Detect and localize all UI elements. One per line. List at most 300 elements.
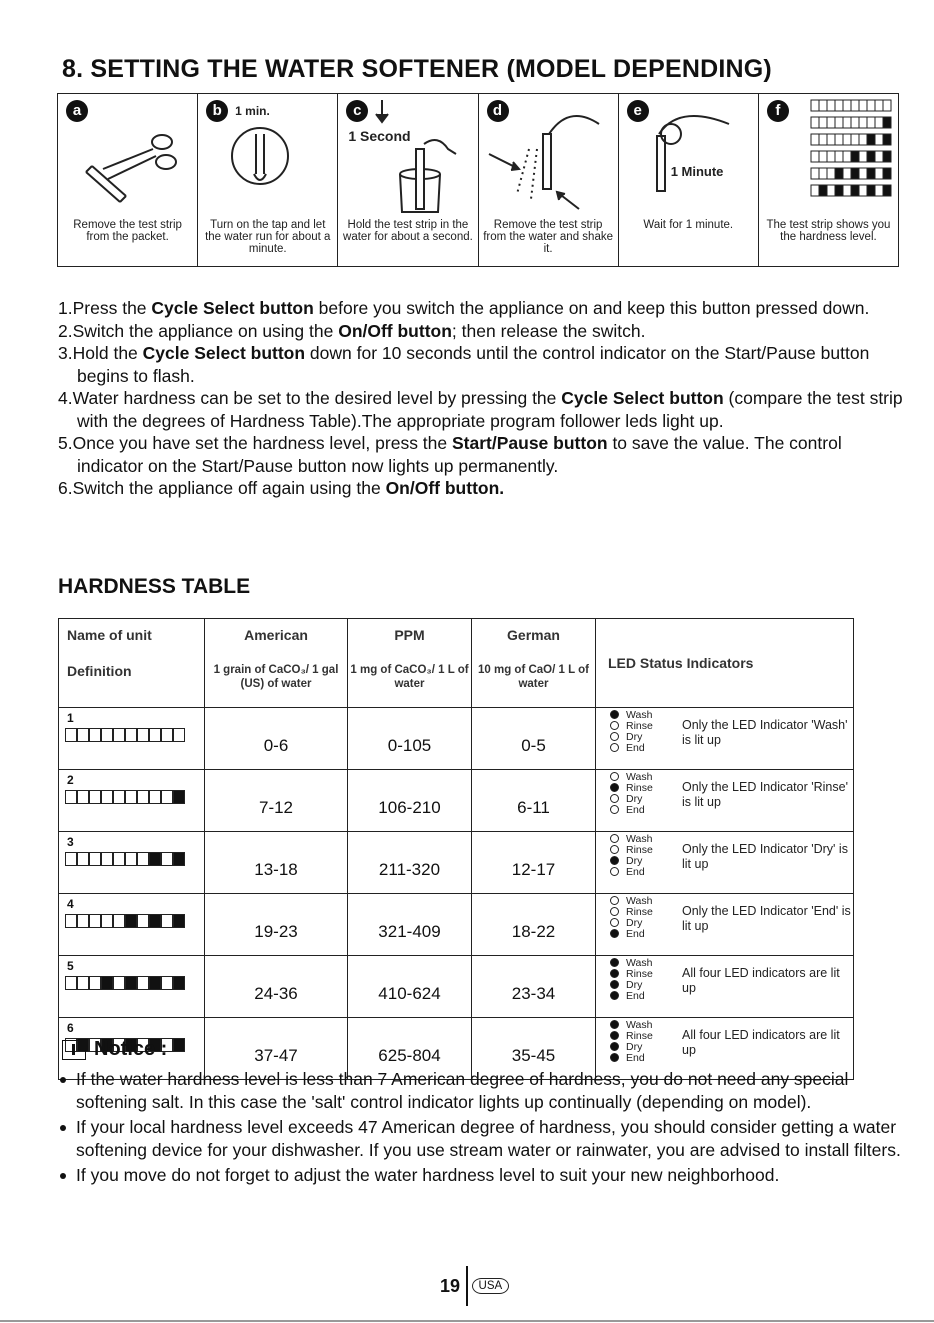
strip-segment (867, 185, 875, 196)
page-number: 19 (440, 1275, 461, 1296)
column-definition: 1 mg of CaCO₃/ 1 L of water (350, 664, 469, 690)
table-header-row (59, 619, 854, 708)
strip-segment (859, 185, 867, 196)
led-indicator (610, 709, 653, 720)
strip-segment (827, 151, 835, 162)
led-indicator (610, 793, 653, 804)
test-strip-icon (65, 790, 185, 804)
instruction-item (58, 342, 910, 387)
test-strip-icon (65, 852, 185, 866)
strip-segment (843, 151, 851, 162)
instruction-text: (compare the test strip with the degrees of Hardness Table).The appropriate program follower leds light up. (77, 388, 903, 431)
strip-segment (149, 976, 161, 990)
strip-segment (77, 728, 89, 742)
strip-segment (859, 100, 867, 111)
step-e (619, 94, 759, 266)
level-number: 5 (67, 959, 74, 973)
led-header: LED Status Indicators (596, 619, 854, 708)
led-dot-icon (610, 1031, 619, 1040)
instruction-item (58, 320, 910, 343)
led-indicator (610, 990, 653, 1001)
strip-segment (835, 117, 843, 128)
strip-segment (835, 134, 843, 145)
definition-label: Definition (67, 663, 132, 679)
instructions-list (58, 297, 910, 500)
led-dot-icon (610, 856, 619, 865)
strip-segment (65, 914, 77, 928)
strip-segment (89, 852, 101, 866)
level-cell (59, 894, 205, 956)
strip-segment (161, 914, 173, 928)
strip-segment (835, 168, 843, 179)
strip-segment (867, 134, 875, 145)
german-value: 0-5 (472, 708, 596, 770)
strip-segment (77, 852, 89, 866)
led-dot-icon (610, 1020, 619, 1029)
instruction-number: 4. (58, 388, 73, 408)
led-indicator (610, 833, 653, 844)
level-number: 1 (67, 711, 74, 725)
led-indicator (610, 895, 653, 906)
step-b (198, 94, 338, 266)
strip-segment (883, 168, 891, 179)
instruction-text: Water hardness can be set to the desired level by pressing the (72, 388, 562, 408)
step-letter: c (346, 100, 368, 122)
strip-segment (149, 728, 161, 742)
strip-segment (161, 852, 173, 866)
american-value: 7-12 (205, 770, 348, 832)
strip-segment (137, 914, 149, 928)
strip-segment (819, 134, 827, 145)
test-strip-icon (65, 914, 185, 928)
led-indicator (610, 1041, 653, 1052)
strip-segment (851, 117, 859, 128)
led-name: End (626, 989, 645, 1002)
strip-segment (883, 117, 891, 128)
strip-segment (77, 914, 89, 928)
strip-segment (827, 117, 835, 128)
strip-segment (851, 100, 859, 111)
led-indicator (610, 804, 653, 815)
instruction-number: 3. (58, 343, 73, 363)
strip-segment (173, 852, 185, 866)
led-dot-icon (610, 783, 619, 792)
strip-segment (859, 117, 867, 128)
strip-segment (101, 976, 113, 990)
step-letter: d (487, 100, 509, 122)
button-name: Cycle Select button (561, 388, 724, 408)
led-indicator (610, 979, 653, 990)
instruction-text: before you switch the appliance on and keep this button pressed down. (313, 298, 870, 318)
led-status-cell (596, 832, 854, 894)
instruction-item (58, 477, 910, 500)
notice-list (58, 1068, 908, 1189)
column-name: PPM (394, 627, 425, 643)
strip-segment (835, 151, 843, 162)
led-name: Rinse (626, 967, 653, 980)
strip-segment (137, 852, 149, 866)
level-cell (59, 770, 205, 832)
strip-segment (835, 185, 843, 196)
strip-in-glass-icon (338, 94, 478, 219)
notice-item: If your local hardness level exceeds 47 American degree of hardness, you should consider getting a water softening device for your dishwasher. If you use stream water or rainwater, you are advised to install filters. (58, 1116, 908, 1162)
column-name: German (507, 627, 560, 643)
column-definition: 1 grain of CaCO₃/ 1 gal (US) of water (213, 664, 339, 690)
led-name: Dry (626, 978, 643, 991)
german-value: 23-34 (472, 956, 596, 1018)
instruction-number: 6. (58, 478, 73, 498)
strip-segment (149, 790, 161, 804)
instruction-text: Switch the appliance off again using the (72, 478, 386, 498)
led-dot-icon (610, 929, 619, 938)
step-letter: b (206, 100, 228, 122)
led-description: Only the LED Indicator 'End' is lit up (682, 904, 851, 933)
step-letter: a (66, 100, 88, 122)
strip-segment (113, 728, 125, 742)
step-caption: Turn on the tap and let the water run for about a minute. (205, 219, 331, 255)
led-status-cell (596, 956, 854, 1018)
level-number: 4 (67, 897, 74, 911)
strip-segment (875, 151, 883, 162)
strip-segment (883, 151, 891, 162)
led-description: Only the LED Indicator 'Wash' is lit up (682, 718, 848, 747)
strip-segment (819, 168, 827, 179)
strip-segment (113, 790, 125, 804)
strip-segment (859, 151, 867, 162)
led-status-cell (596, 894, 854, 956)
strip-segment (867, 168, 875, 179)
table-row (59, 894, 854, 956)
hardness-table (58, 618, 854, 1080)
american-value: 13-18 (205, 832, 348, 894)
led-name: Dry (626, 916, 643, 929)
step-caption: Wait for 1 minute. (643, 219, 734, 231)
step-label: 1 Minute (670, 164, 724, 179)
strip-segment (137, 728, 149, 742)
strip-segment (811, 100, 819, 111)
strip-segment (875, 134, 883, 145)
scissors-icon (58, 94, 198, 219)
strip-segment (125, 976, 137, 990)
strip-segment (65, 976, 77, 990)
american-value: 0-6 (205, 708, 348, 770)
bottom-rule (0, 1320, 934, 1322)
strip-segment (843, 117, 851, 128)
timer-strip-icon (619, 94, 759, 219)
ppm-value: 625-804 (348, 1018, 472, 1080)
step-a (58, 94, 198, 266)
led-name: Rinse (626, 905, 653, 918)
instruction-number: 5. (58, 433, 73, 453)
strip-segment (819, 185, 827, 196)
page-title: 8. SETTING THE WATER SOFTENER (MODEL DEPENDING) (62, 55, 772, 83)
led-dot-icon (610, 743, 619, 752)
led-status-cell (596, 770, 854, 832)
led-dot-icon (610, 732, 619, 741)
led-dot-icon (610, 710, 619, 719)
notice-item: If you move do not forget to adjust the water hardness level to suit your new neighborhood. (58, 1164, 908, 1187)
strip-segment (149, 852, 161, 866)
level-number: 3 (67, 835, 74, 849)
strip-segment (113, 976, 125, 990)
american-value: 19-23 (205, 894, 348, 956)
strip-segment (173, 1038, 185, 1052)
strip-segment (827, 185, 835, 196)
strip-segment (875, 117, 883, 128)
button-name: On/Off button (338, 320, 452, 341)
strip-segment (161, 728, 173, 742)
led-indicator (610, 957, 653, 968)
led-description: All four LED indicators are lit up (682, 1028, 840, 1057)
american-value: 37-47 (205, 1018, 348, 1080)
led-indicator (610, 731, 653, 742)
button-name: Cycle Select button (142, 343, 306, 363)
strip-segment (843, 185, 851, 196)
strip-segment (113, 852, 125, 866)
step-caption: Remove the test strip from the water and shake it. (483, 219, 613, 255)
strip-segment (77, 790, 89, 804)
led-indicator (610, 844, 653, 855)
notice-item: If the water hardness level is less than 7 American degree of hardness, you do not need any special softening salt. In this case the 'salt' control indicator lights up continually (depending on model). (58, 1068, 908, 1114)
column-definition: 10 mg of CaO/ 1 L of water (478, 664, 589, 690)
led-dot-icon (610, 896, 619, 905)
led-dot-icon (610, 834, 619, 843)
led-name: Rinse (626, 781, 653, 794)
strip-segment (101, 852, 113, 866)
led-dot-icon (610, 794, 619, 803)
strip-segment (883, 134, 891, 145)
strip-segment (101, 790, 113, 804)
steps-panel (57, 93, 899, 267)
strip-segment (851, 134, 859, 145)
strip-segment (827, 134, 835, 145)
step-label: 1 min. (235, 104, 270, 118)
strip-segment (843, 168, 851, 179)
button-name: On/Off button. (385, 478, 505, 498)
led-name: Wash (626, 770, 653, 783)
strip-segment (89, 976, 101, 990)
led-indicator (610, 1052, 653, 1063)
step-d (479, 94, 619, 266)
strip-segment (811, 185, 819, 196)
german-header (472, 619, 596, 708)
led-dot-icon (610, 991, 619, 1000)
instruction-text: to save the value. The control indicator on the Start/Pause button now lights up permanently. (77, 433, 842, 476)
strip-segment (811, 134, 819, 145)
strip-segment (137, 976, 149, 990)
test-strip-icon (65, 976, 185, 990)
german-value: 18-22 (472, 894, 596, 956)
led-name: Dry (626, 792, 643, 805)
strip-segment (811, 117, 819, 128)
led-indicator (610, 782, 653, 793)
strip-segment (875, 100, 883, 111)
led-name: Dry (626, 730, 643, 743)
strip-segment (161, 790, 173, 804)
led-dot-icon (610, 805, 619, 814)
step-caption: The test strip shows you the hardness level. (766, 219, 891, 243)
led-indicator (610, 720, 653, 731)
step-letter: e (627, 100, 649, 122)
test-strip-icon (65, 728, 185, 742)
strip-segment (827, 168, 835, 179)
strip-segment (819, 117, 827, 128)
level-cell (59, 832, 205, 894)
led-status-cell (596, 708, 854, 770)
led-name: Wash (626, 1018, 653, 1031)
ppm-value: 211-320 (348, 832, 472, 894)
american-header (205, 619, 348, 708)
led-indicator (610, 917, 653, 928)
table-row (59, 956, 854, 1018)
strip-segment (819, 100, 827, 111)
table-row (59, 770, 854, 832)
strip-segment (125, 914, 137, 928)
american-value: 24-36 (205, 956, 348, 1018)
instruction-number: 2. (58, 320, 73, 341)
level-cell (59, 956, 205, 1018)
strip-segment (65, 790, 77, 804)
unit-label: Name of unit (67, 627, 152, 643)
led-indicator (610, 928, 653, 939)
strip-segment (875, 168, 883, 179)
strip-segment (843, 100, 851, 111)
instruction-item (58, 297, 910, 320)
led-indicator (610, 1030, 653, 1041)
ppm-value: 410-624 (348, 956, 472, 1018)
led-name: Rinse (626, 843, 653, 856)
led-name: Dry (626, 854, 643, 867)
strip-segment (173, 976, 185, 990)
strip-segment (851, 168, 859, 179)
strip-segment (851, 185, 859, 196)
page-footer (440, 1266, 509, 1306)
button-name: Cycle Select button (151, 298, 314, 318)
instruction-item (58, 432, 910, 477)
led-name: Rinse (626, 1029, 653, 1042)
strip-segment (173, 728, 185, 742)
led-dot-icon (610, 845, 619, 854)
strip-segment (149, 914, 161, 928)
strip-segment (101, 728, 113, 742)
level-number: 2 (67, 773, 74, 787)
strip-segment (811, 168, 819, 179)
hardness-strips-icon (759, 94, 899, 219)
led-indicator (610, 866, 653, 877)
strip-segment (77, 976, 89, 990)
led-dot-icon (610, 969, 619, 978)
column-name: American (244, 627, 308, 643)
button-name: Start/Pause button (452, 433, 608, 453)
ppm-value: 321-409 (348, 894, 472, 956)
german-value: 12-17 (472, 832, 596, 894)
tap-icon (198, 94, 338, 219)
led-name: Wash (626, 956, 653, 969)
led-name: Rinse (626, 719, 653, 732)
led-dot-icon (610, 958, 619, 967)
led-description: All four LED indicators are lit up (682, 966, 840, 995)
led-name: End (626, 1051, 645, 1064)
strip-segment (859, 134, 867, 145)
led-indicator (610, 771, 653, 782)
led-dot-icon (610, 1053, 619, 1062)
led-indicator (610, 906, 653, 917)
instruction-text: ; then release the switch. (451, 320, 646, 341)
led-indicator (610, 1019, 653, 1030)
led-dot-icon (610, 867, 619, 876)
unit-header (59, 619, 205, 708)
instruction-text: Once you have set the hardness level, press the (72, 433, 452, 453)
ppm-header (348, 619, 472, 708)
strip-segment (101, 914, 113, 928)
led-indicator (610, 742, 653, 753)
strip-segment (883, 100, 891, 111)
strip-segment (883, 185, 891, 196)
table-row (59, 708, 854, 770)
ppm-value: 106-210 (348, 770, 472, 832)
strip-segment (875, 185, 883, 196)
led-name: Wash (626, 708, 653, 721)
strip-segment (65, 852, 77, 866)
step-letter: f (767, 100, 789, 122)
led-name: End (626, 741, 645, 754)
strip-segment (125, 728, 137, 742)
strip-segment (89, 790, 101, 804)
shake-strip-icon (479, 94, 619, 219)
strip-segment (113, 914, 125, 928)
level-number: 6 (67, 1021, 74, 1035)
info-icon (62, 1040, 86, 1060)
instruction-text: down for 10 seconds until the control indicator on the Start/Pause button begins to flash. (77, 343, 870, 386)
instruction-text: Switch the appliance on using the (72, 320, 339, 341)
led-description: Only the LED Indicator 'Dry' is lit up (682, 842, 848, 871)
step-c (338, 94, 478, 266)
strip-segment (161, 976, 173, 990)
strip-segment (173, 790, 185, 804)
step-caption: Remove the test strip from the packet. (73, 219, 182, 243)
strip-segment (65, 728, 77, 742)
strip-segment (867, 151, 875, 162)
strip-segment (89, 728, 101, 742)
strip-segment (851, 151, 859, 162)
german-value: 35-45 (472, 1018, 596, 1080)
led-indicator (610, 968, 653, 979)
led-dot-icon (610, 772, 619, 781)
hardness-table-heading: HARDNESS TABLE (58, 575, 251, 598)
led-name: Dry (626, 1040, 643, 1053)
strip-segment (867, 117, 875, 128)
led-name: Wash (626, 894, 653, 907)
level-cell (59, 708, 205, 770)
strip-segment (867, 100, 875, 111)
led-dot-icon (610, 721, 619, 730)
led-name: End (626, 927, 645, 940)
german-value: 6-11 (472, 770, 596, 832)
strip-segment (89, 914, 101, 928)
strip-segment (125, 790, 137, 804)
instruction-text: Press the (72, 298, 152, 318)
strip-segment (827, 100, 835, 111)
led-name: Wash (626, 832, 653, 845)
led-name: End (626, 865, 645, 878)
led-dot-icon (610, 907, 619, 916)
step-f (759, 94, 898, 266)
region-badge: USA (472, 1278, 510, 1294)
strip-segment (819, 151, 827, 162)
table-row (59, 832, 854, 894)
led-indicator (610, 855, 653, 866)
strip-segment (137, 790, 149, 804)
